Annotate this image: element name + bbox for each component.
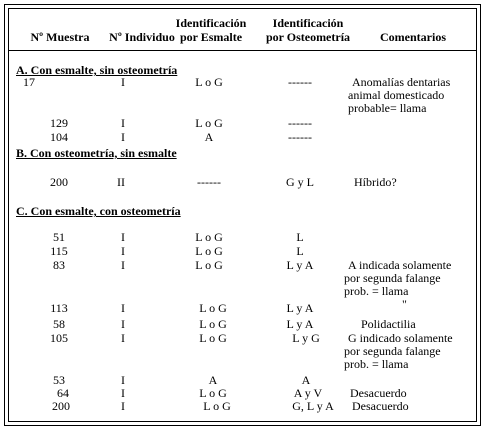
cell-individuo: I	[121, 399, 125, 413]
cell-comentario: Anomalías dentarias	[352, 75, 451, 89]
cell-individuo: I	[121, 244, 125, 258]
cell-comentario: probable= llama	[348, 101, 427, 115]
cell-osteometria: A y V	[293, 386, 323, 400]
header-individuo: Nº Individuo	[109, 30, 175, 44]
ditto-mark: "	[402, 297, 407, 311]
cell-osteometria: L	[296, 244, 304, 258]
cell-muestra: 115	[50, 244, 68, 258]
cell-comentario: Desacuerdo	[352, 399, 409, 413]
section-title-b: B. Con osteometría, sin esmalte	[16, 146, 177, 160]
cell-comentario: animal domesticado	[348, 88, 445, 102]
header-osteometria-line2: por Osteometría	[265, 30, 351, 44]
cell-individuo: I	[121, 301, 125, 315]
cell-muestra: 105	[50, 331, 68, 345]
cell-esmalte: L o G	[195, 116, 223, 130]
cell-esmalte: L o G	[199, 317, 227, 331]
cell-comentario: Híbrido?	[354, 175, 397, 189]
cell-comentario: por segunda falange	[344, 344, 441, 358]
header-osteometria-line1: Identificación	[272, 16, 344, 30]
cell-osteometria: L y G	[292, 331, 320, 345]
cell-individuo: I	[121, 230, 125, 244]
cell-osteometria: A	[301, 373, 311, 387]
cell-esmalte: L o G	[199, 331, 227, 345]
cell-osteometria: ------	[288, 75, 312, 89]
cell-muestra: 113	[50, 301, 68, 315]
cell-esmalte: L o G	[195, 75, 223, 89]
cell-osteometria: G y L	[286, 175, 314, 189]
cell-esmalte: A	[208, 373, 218, 387]
cell-comentario: Desacuerdo	[350, 386, 407, 400]
cell-muestra: 129	[50, 116, 68, 130]
cell-esmalte: L o G	[195, 258, 223, 272]
cell-comentario: G indicado solamente	[348, 331, 453, 345]
header-esmalte	[168, 16, 254, 44]
cell-individuo: I	[121, 130, 125, 144]
cell-esmalte: L o G	[203, 399, 231, 413]
header-muestra: Nº Muestra	[30, 30, 90, 44]
cell-comentario: por segunda falange	[344, 271, 441, 285]
header-esmalte-line2: por Esmalte	[179, 30, 243, 44]
cell-osteometria: ------	[288, 116, 312, 130]
cell-muestra: 200	[52, 399, 70, 413]
cell-comentario: prob. = llama	[344, 284, 409, 298]
cell-esmalte: L o G	[195, 244, 223, 258]
cell-esmalte: L o G	[195, 230, 223, 244]
cell-individuo: II	[117, 175, 125, 189]
cell-osteometria: G, L y A	[292, 399, 334, 413]
cell-osteometria: L y A	[286, 258, 314, 272]
cell-muestra: 58	[53, 317, 65, 331]
cell-comentario: Polidactilia	[361, 317, 416, 331]
header-osteometria	[262, 16, 354, 44]
cell-muestra: 104	[50, 130, 68, 144]
cell-individuo: I	[121, 116, 125, 130]
cell-muestra: 64	[57, 386, 69, 400]
cell-individuo: I	[121, 331, 125, 345]
cell-individuo: I	[121, 75, 125, 89]
header-divider	[9, 50, 476, 51]
header-comentarios: Comentarios	[380, 30, 446, 44]
cell-muestra: 83	[53, 258, 65, 272]
header-esmalte-line1: Identificación	[175, 16, 247, 30]
cell-esmalte: L o G	[199, 301, 227, 315]
cell-muestra: 53	[53, 373, 65, 387]
cell-individuo: I	[121, 373, 125, 387]
cell-muestra: 200	[50, 175, 68, 189]
cell-esmalte: L o G	[199, 386, 227, 400]
cell-osteometria: ------	[288, 130, 312, 144]
cell-esmalte: A	[204, 130, 214, 144]
cell-comentario: prob. = llama	[344, 357, 409, 371]
cell-individuo: I	[121, 386, 125, 400]
cell-muestra: 17	[23, 75, 35, 89]
cell-osteometria: L y A	[286, 301, 314, 315]
section-title-c: C. Con esmalte, con osteometría	[16, 204, 181, 218]
cell-comentario: A indicada solamente	[348, 258, 452, 272]
cell-individuo: I	[121, 317, 125, 331]
section-title-a: A. Con esmalte, sin osteometría	[16, 63, 178, 77]
cell-osteometria: L	[296, 230, 304, 244]
cell-individuo: I	[121, 258, 125, 272]
cell-muestra: 51	[53, 230, 65, 244]
cell-osteometria: L y A	[286, 317, 314, 331]
cell-esmalte: ------	[197, 175, 221, 189]
